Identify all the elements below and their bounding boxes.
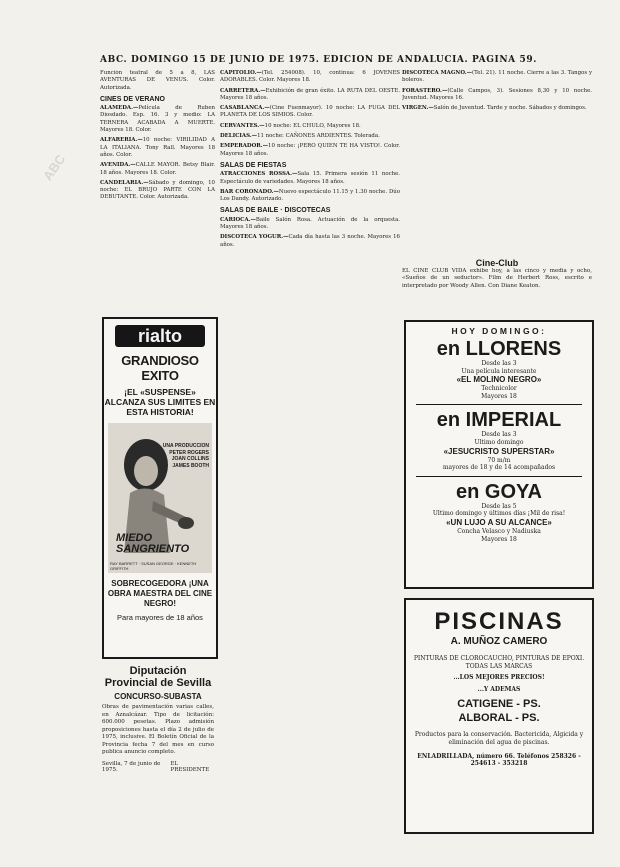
notice-subtitle: CONCURSO-SUBASTA (114, 692, 202, 701)
piscinas-company: A. MUÑOZ CAMERO (450, 636, 548, 647)
venue-imperial: en IMPERIAL Desde las 3 Ultimo domingo «JESUCRISTO SUPERSTAR» 70 m/m mayores de 18 y de 14 acompañados (436, 409, 562, 472)
piscinas-address: ENLADRILLADA, número 66. Teléfonos 258326 - 254613 - 353218 (417, 752, 581, 768)
rialto-audience: Para mayores de 18 años (117, 613, 203, 622)
list-item: FORASTERO.—(Calle Campos, 3). Sesiones 8,30 y 10 noche. Juventud. Mayores 16. (402, 87, 592, 101)
list-item: CARIOCA.—Baile Salón Rosa. Actuación de la orquesta. Mayores 18 años. (220, 216, 400, 231)
notice-body: Obras de pavimentación varias calles, en Aznalcázar. Tipo de licitación: 600.000 pesetas. Plazo admisión proposiciones hasta el día 2 de julio de 1975, inclusive. El Boletín Oficial de la Provincia fecha 7 del mes en curso publica anuncio completo. (102, 704, 214, 755)
piscinas-description: PINTURAS DE CLOROCAUCHO, PINTURAS DE EPOXI. TODAS LAS MARCAS (413, 655, 585, 670)
venue-goya: en GOYA Desde las 5 Ultimo domingo y últimos días ¡Mil de risa! «UN LUJO A SU ALCANCE» Concha Velasco y Nadiuska Mayores 18 (432, 480, 566, 543)
product-alboral: ALBORAL - PS. (458, 712, 540, 725)
diputacion-notice (102, 665, 214, 773)
cine-club-title: Cine-Club (475, 258, 519, 268)
rialto-logo: rialto (115, 325, 205, 347)
list-item: CARRETERA.—Exhibición de gran éxito. LA RUTA DEL OESTE. Mayores 18 años. (220, 87, 400, 101)
cine-club-body: EL CINE CLUB VIDA exhibe hoy, a las cinco y media y ocho, «Sueños de un seductor». Film de Herbert Ross, escrito e interpretado por Woody Allen. Con Diane Keaton. (402, 268, 592, 289)
rialto-tagline: ¡EL «SUSPENSE» ALCANZA SUS LIMITES EN ESTA HISTORIA! (104, 387, 216, 417)
rialto-footer: SOBRECOGEDORA ¡UNA OBRA MAESTRA DEL CINE NEGRO! (107, 579, 213, 608)
section-cines-verano: CINES DE VERANO (100, 95, 165, 103)
list-item: CERVANTES.—10 noche: EL CHULO, Mayores 18. (220, 122, 361, 129)
list-item: BAR CORONADO.—Nuevo espectáculo 11.15 y 1.30 noche. Dúo Los Dandy. Autorizado. (220, 188, 400, 203)
poster-credits: UNA PRODUCCION PETER ROGERS JOAN COLLINS JAMES BOOTH (162, 443, 209, 469)
intro-text: Función teatral de 5 a 8, LAS AVENTURAS DE VENUS. Color. Autorizada. (100, 70, 215, 91)
venue-llorens: en LLORENS Desde las 3 Una película interesante «EL MOLINO NEGRO» Technicolor Mayores 18 (436, 338, 562, 400)
list-item: DISCOTECA MAGNO.—(Tel. 21). 11 noche. Cierre a las 3. Tangos y boleros. (402, 70, 592, 84)
list-item: ALAMEDA.—Película de Ruben Diosdado. Esp. 16. 3 y medio: LA TERNERA ACABADA A MUERTE. Mayores 18. Color. (100, 105, 215, 134)
list-item: CAPITOLIO.—(Tel. 254008). 10, continua: 6 JOVENES ADORABLES. Color. Mayores 18. (220, 70, 400, 84)
column-listings-1 (100, 70, 215, 310)
cine-club-notice (402, 258, 592, 290)
notice-title: Diputación Provincial de Sevilla (104, 665, 212, 689)
watermark-1: ABC (39, 151, 69, 184)
piscinas-also: ...Y ADEMAS (477, 685, 521, 693)
divider (416, 404, 582, 405)
list-item: CASABLANCA.—(Cine Fuenmayor). 10 noche: LA FUGA DEL PLANETA DE LOS SIMIOS. Color. (220, 105, 400, 119)
list-item: EMPERADOR.—10 noche: ¡PERO QUIEN TE HA VISTO!. Color. Mayores 18 años. (220, 143, 400, 157)
list-item: ATRACCIONES ROSSA.—Sala 15. Primera sesión 11 noche. Espectáculo de variedades. Mayores 18 años. (220, 171, 400, 185)
notice-signature-line (102, 761, 214, 773)
section-salas-baile: SALAS DE BAILE · DISCOTECAS (220, 207, 331, 215)
section-salas-fiestas: SALAS DE FIESTAS (220, 161, 287, 169)
divider (416, 476, 582, 477)
column-listings-3 (402, 70, 592, 255)
list-item: AVENIDA.—CALLE MAYOR. Betsy Blair. 18 años. Mayores 18. Color. (100, 162, 215, 176)
list-item: DISCOTECA YOGUR.—Cada día hasta las 3 noche. Mayores 16 años. (220, 234, 400, 248)
list-item: CANDELARIA.—Sábado y domingo, 10 noche: EL BRUJO PARTE CON LA DEBUTANTE. Color. Autorizada. (100, 179, 215, 201)
hoy-heading: HOY DOMINGO: (451, 326, 547, 336)
products-note: Productos para la conservación. Bactericida, Algicida y eliminación del agua de piscinas. (414, 731, 584, 746)
piscinas-title: PISCINAS (434, 608, 564, 635)
piscinas-advert (404, 598, 594, 834)
rialto-advert (102, 317, 218, 659)
rialto-headline: GRANDIOSO EXITO (121, 353, 199, 383)
list-item: VIRGEN.—Salón de Juventud. Tarde y noche. Sábados y domingos. (402, 105, 587, 112)
product-catigene: CATIGENE - PS. (457, 698, 541, 711)
notice-signature: EL PRESIDENTE (170, 760, 210, 773)
notice-date: Sevilla, 7 de junio de 1975. (102, 760, 161, 773)
list-item: ALFARERIA.—10 noche: VIRILIDAD A LA ITALIANA. Tony Rall. Mayores 18 años. Color. (100, 137, 215, 158)
piscinas-best-prices: ...LOS MEJORES PRECIOS! (453, 674, 545, 682)
hoy-domingo-advert (404, 320, 594, 589)
movie-poster (108, 423, 212, 573)
poster-title: MIEDO SANGRIENTO (116, 532, 190, 555)
page-header: ABC. DOMINGO 15 DE JUNIO DE 1975. EDICION DE ANDALUCIA. PAGINA 59. (100, 55, 537, 65)
poster-cast: RAY BARRETT · SUSAN GEORGE · KENNETH GRIFFITH (110, 561, 197, 571)
column-listings-2 (220, 70, 400, 855)
list-item: DELICIAS.—11 noche: CAÑONES ARDIENTES. Tolerada. (220, 133, 380, 140)
